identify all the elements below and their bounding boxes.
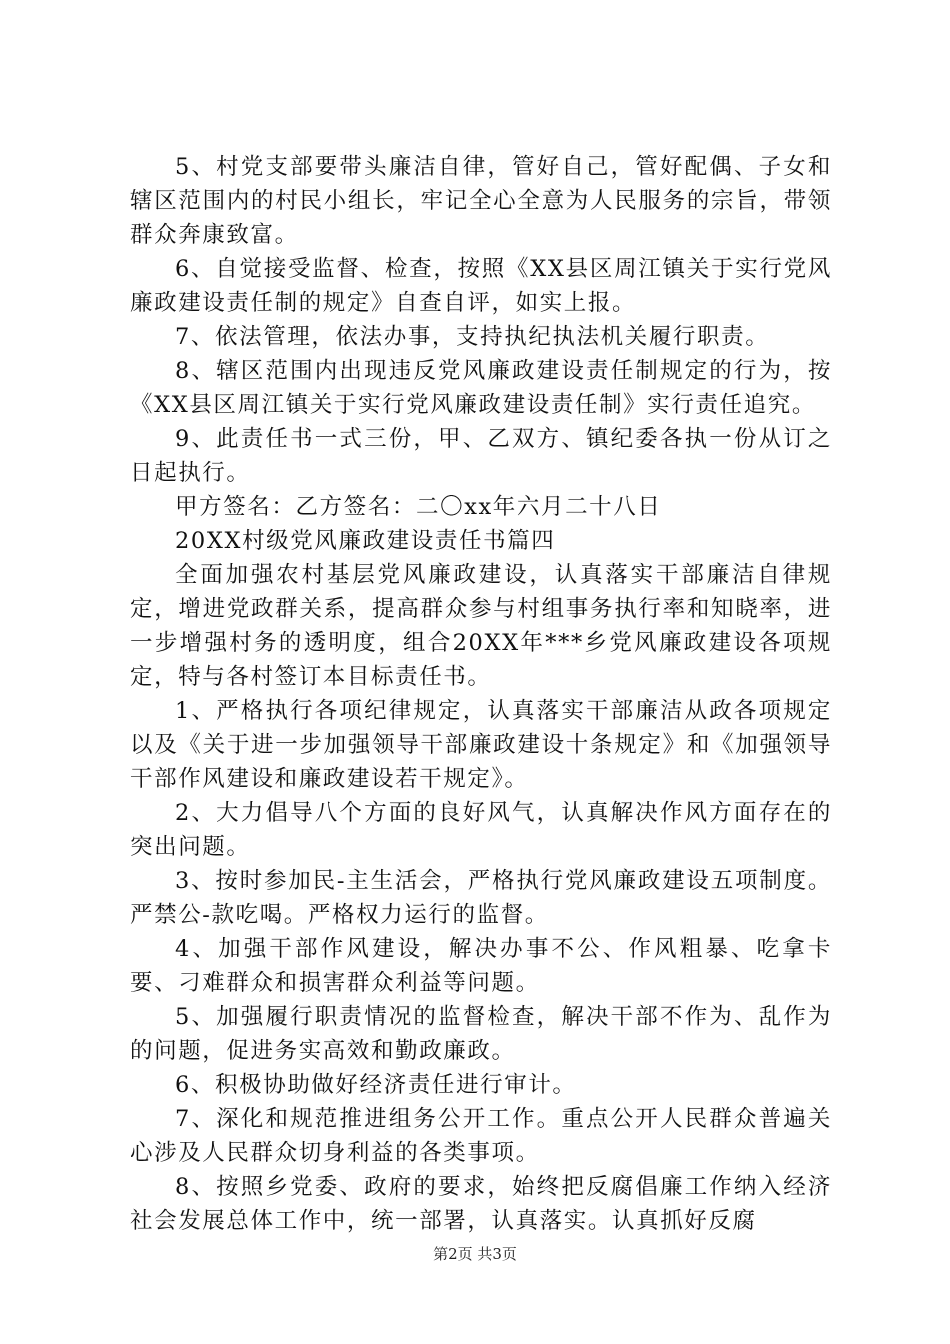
paragraph: 6、积极协助做好经济责任进行审计。 — [175, 1072, 577, 1098]
paragraph: 7、深化和规范推进组务公开工作。重点公开人民群众普遍关心涉及人民群众切身利益的各类事项。 — [130, 1106, 832, 1166]
paragraph: 4、加强干部作风建设，解决办事不公、作风粗暴、吃拿卡要、刁难群众和损害群众利益等问题。 — [130, 936, 832, 996]
document-body — [130, 150, 832, 1238]
paragraph: 3、按时参加民-主生活会，严格执行党风廉政建设五项制度。严禁公-款吃喝。严格权力运行的监督。 — [130, 868, 832, 928]
paragraph: 全面加强农村基层党风廉政建设，认真落实干部廉洁自律规定，增进党政群关系，提高群众参与村组事务执行率和知晓率，进一步增强村务的透明度，组合20XX年***乡党风廉政建设各项规定，特与各村签订本目标责任书。 — [130, 562, 832, 690]
signature-line: 甲方签名：乙方签名：二〇xx年六月二十八日 — [175, 494, 662, 520]
paragraph: 8、辖区范围内出现违反党风廉政建设责任制规定的行为，按《XX县区周江镇关于实行党风廉政建设责任制》实行责任追究。 — [130, 358, 832, 418]
paragraph: 5、村党支部要带头廉洁自律，管好自己，管好配偶、子女和辖区范围内的村民小组长，牢记全心全意为人民服务的宗旨，带领群众奔康致富。 — [130, 154, 832, 248]
paragraph: 5、加强履行职责情况的监督检查，解决干部不作为、乱作为的问题，促进务实高效和勤政廉政。 — [130, 1004, 832, 1064]
paragraph: 1、严格执行各项纪律规定，认真落实干部廉洁从政各项规定以及《关于进一步加强领导干部廉政建设十条规定》和《加强领导干部作风建设和廉政建设若干规定》。 — [130, 698, 832, 792]
paragraph: 9、此责任书一式三份，甲、乙双方、镇纪委各执一份从订之日起执行。 — [130, 426, 832, 486]
paragraph: 2、大力倡导八个方面的良好风气，认真解决作风方面存在的突出问题。 — [130, 800, 832, 860]
paragraph: 7、依法管理，依法办事，支持执纪执法机关履行职责。 — [175, 324, 770, 350]
paragraph: 8、按照乡党委、政府的要求，始终把反腐倡廉工作纳入经济社会发展总体工作中，统一部署，认真落实。认真抓好反腐 — [130, 1174, 832, 1234]
section-heading: 20XX村级党风廉政建设责任书篇四 — [175, 528, 556, 554]
paragraph: 6、自觉接受监督、检查，按照《XX县区周江镇关于实行党风廉政建设责任制的规定》自查自评，如实上报。 — [130, 256, 832, 316]
page-footer: 第2页 共3页 — [433, 1245, 517, 1263]
